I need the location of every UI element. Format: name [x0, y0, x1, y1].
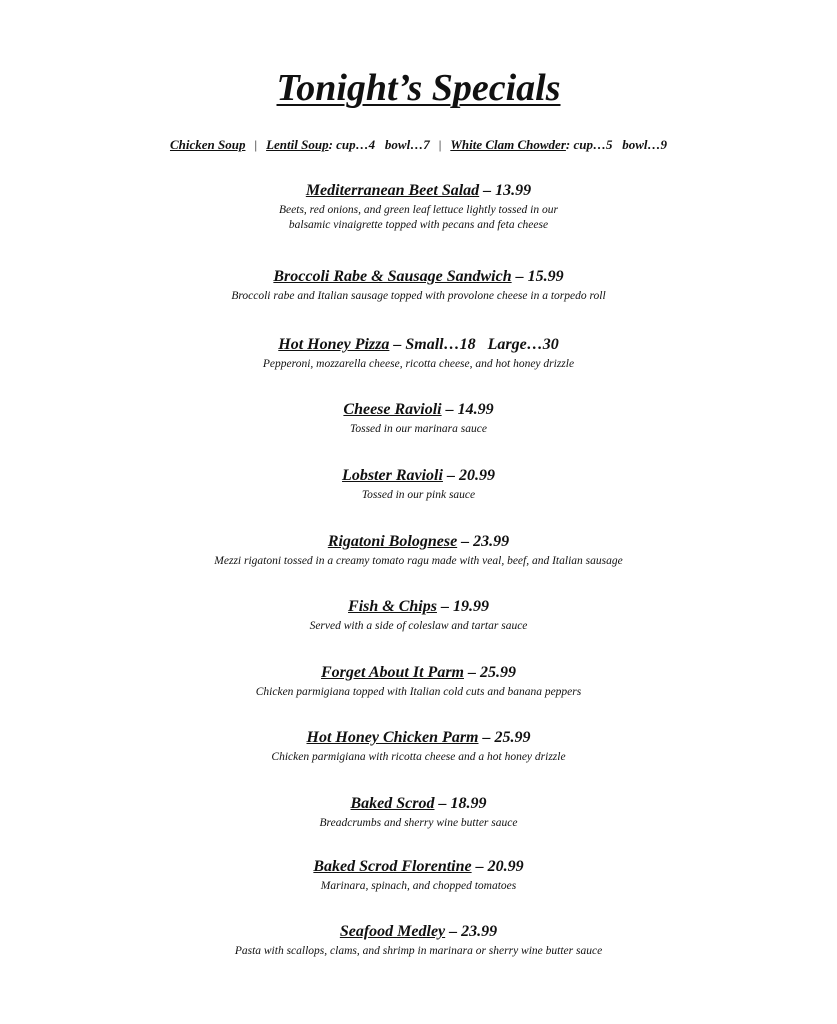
menu-item: [0, 335, 837, 372]
item-price: – Small…18 Large…30: [389, 336, 559, 353]
menu-item: [0, 181, 837, 233]
soup-separator: |: [254, 137, 258, 152]
menu-item: [0, 857, 837, 894]
item-description: [0, 488, 837, 503]
item-price: – 19.99: [436, 598, 489, 615]
item-description-line: Breadcrumbs and sherry wine butter sauce: [319, 817, 518, 829]
menu-item: [0, 267, 837, 304]
soup-line: [0, 136, 837, 154]
item-price: – 18.99: [434, 795, 487, 812]
soup-separator: |: [438, 137, 442, 152]
item-description: [0, 289, 837, 304]
item-price: – 23.99: [457, 533, 510, 550]
item-name: Rigatoni Bolognese: [327, 533, 458, 550]
item-name: Seafood Medley: [339, 923, 446, 940]
item-description-line: Marinara, spinach, and chopped tomatoes: [320, 880, 517, 892]
menu-item: [0, 466, 837, 503]
item-description-line: Mezzi rigatoni tossed in a creamy tomato ragu made with veal, beef, and Italian sausage: [214, 555, 623, 567]
menu-item: [0, 728, 837, 765]
item-description: [0, 685, 837, 700]
item-description: [0, 422, 837, 437]
item-name: Hot Honey Pizza: [278, 336, 390, 353]
item-price: – 25.99: [463, 664, 516, 681]
item-price: – 14.99: [441, 401, 494, 418]
item-description: [0, 619, 837, 634]
item-name: Baked Scrod: [350, 795, 435, 812]
menu-item: [0, 597, 837, 634]
soup-clam: White Clam Chowder: [450, 137, 566, 152]
item-description: [0, 203, 837, 233]
item-description-line: balsamic vinaigrette topped with pecans and feta cheese: [288, 219, 549, 231]
item-name: Forget About It Parm: [321, 664, 464, 681]
item-name: Fish & Chips: [348, 598, 437, 615]
item-description-line: Pepperoni, mozzarella cheese, ricotta cheese, and hot honey drizzle: [262, 358, 575, 370]
item-price: – 23.99: [445, 923, 498, 940]
item-description-line: Tossed in our marinara sauce: [350, 423, 487, 435]
soup-lentil: Lentil Soup: [266, 137, 329, 152]
item-description: [0, 554, 837, 569]
item-description-line: Beets, red onions, and green leaf lettuce lightly tossed in our: [279, 204, 558, 216]
soup-chicken: Chicken Soup: [169, 137, 246, 152]
item-description: [0, 816, 837, 831]
item-description-line: Tossed in our pink sauce: [361, 489, 476, 501]
item-name: Mediterranean Beet Salad: [305, 182, 480, 199]
item-description-line: Broccoli rabe and Italian sausage topped with provolone cheese in a torpedo roll: [231, 290, 606, 302]
soup-lentil-sizes: : cup…4 bowl…7: [328, 137, 430, 152]
item-name: Broccoli Rabe & Sausage Sandwich: [273, 268, 512, 285]
item-price: – 15.99: [511, 268, 564, 285]
menu-item: [0, 794, 837, 831]
item-description: [0, 357, 837, 372]
item-description: [0, 750, 837, 765]
item-price: – 25.99: [478, 729, 531, 746]
soup-clam-sizes: : cup…5 bowl…9: [565, 137, 668, 152]
item-price: – 20.99: [442, 467, 495, 484]
item-price: – 13.99: [479, 182, 532, 199]
item-name: Hot Honey Chicken Parm: [306, 729, 479, 746]
menu-item: [0, 663, 837, 700]
item-price: – 20.99: [471, 858, 524, 875]
item-description-line: Chicken parmigiana topped with Italian cold cuts and banana peppers: [255, 686, 582, 698]
item-description: [0, 944, 837, 959]
item-description: [0, 879, 837, 894]
item-description-line: Served with a side of coleslaw and tartar sauce: [309, 620, 528, 632]
item-description-line: Pasta with scallops, clams, and shrimp in marinara or sherry wine butter sauce: [234, 945, 603, 957]
page-title: Tonight’s Specials: [276, 67, 561, 109]
item-name: Baked Scrod Florentine: [313, 858, 472, 875]
menu-item: [0, 400, 837, 437]
item-name: Lobster Ravioli: [342, 467, 443, 484]
menu-item: [0, 922, 837, 959]
item-name: Cheese Ravioli: [343, 401, 442, 418]
menu-item: [0, 532, 837, 569]
item-description-line: Chicken parmigiana with ricotta cheese and a hot honey drizzle: [271, 751, 566, 763]
